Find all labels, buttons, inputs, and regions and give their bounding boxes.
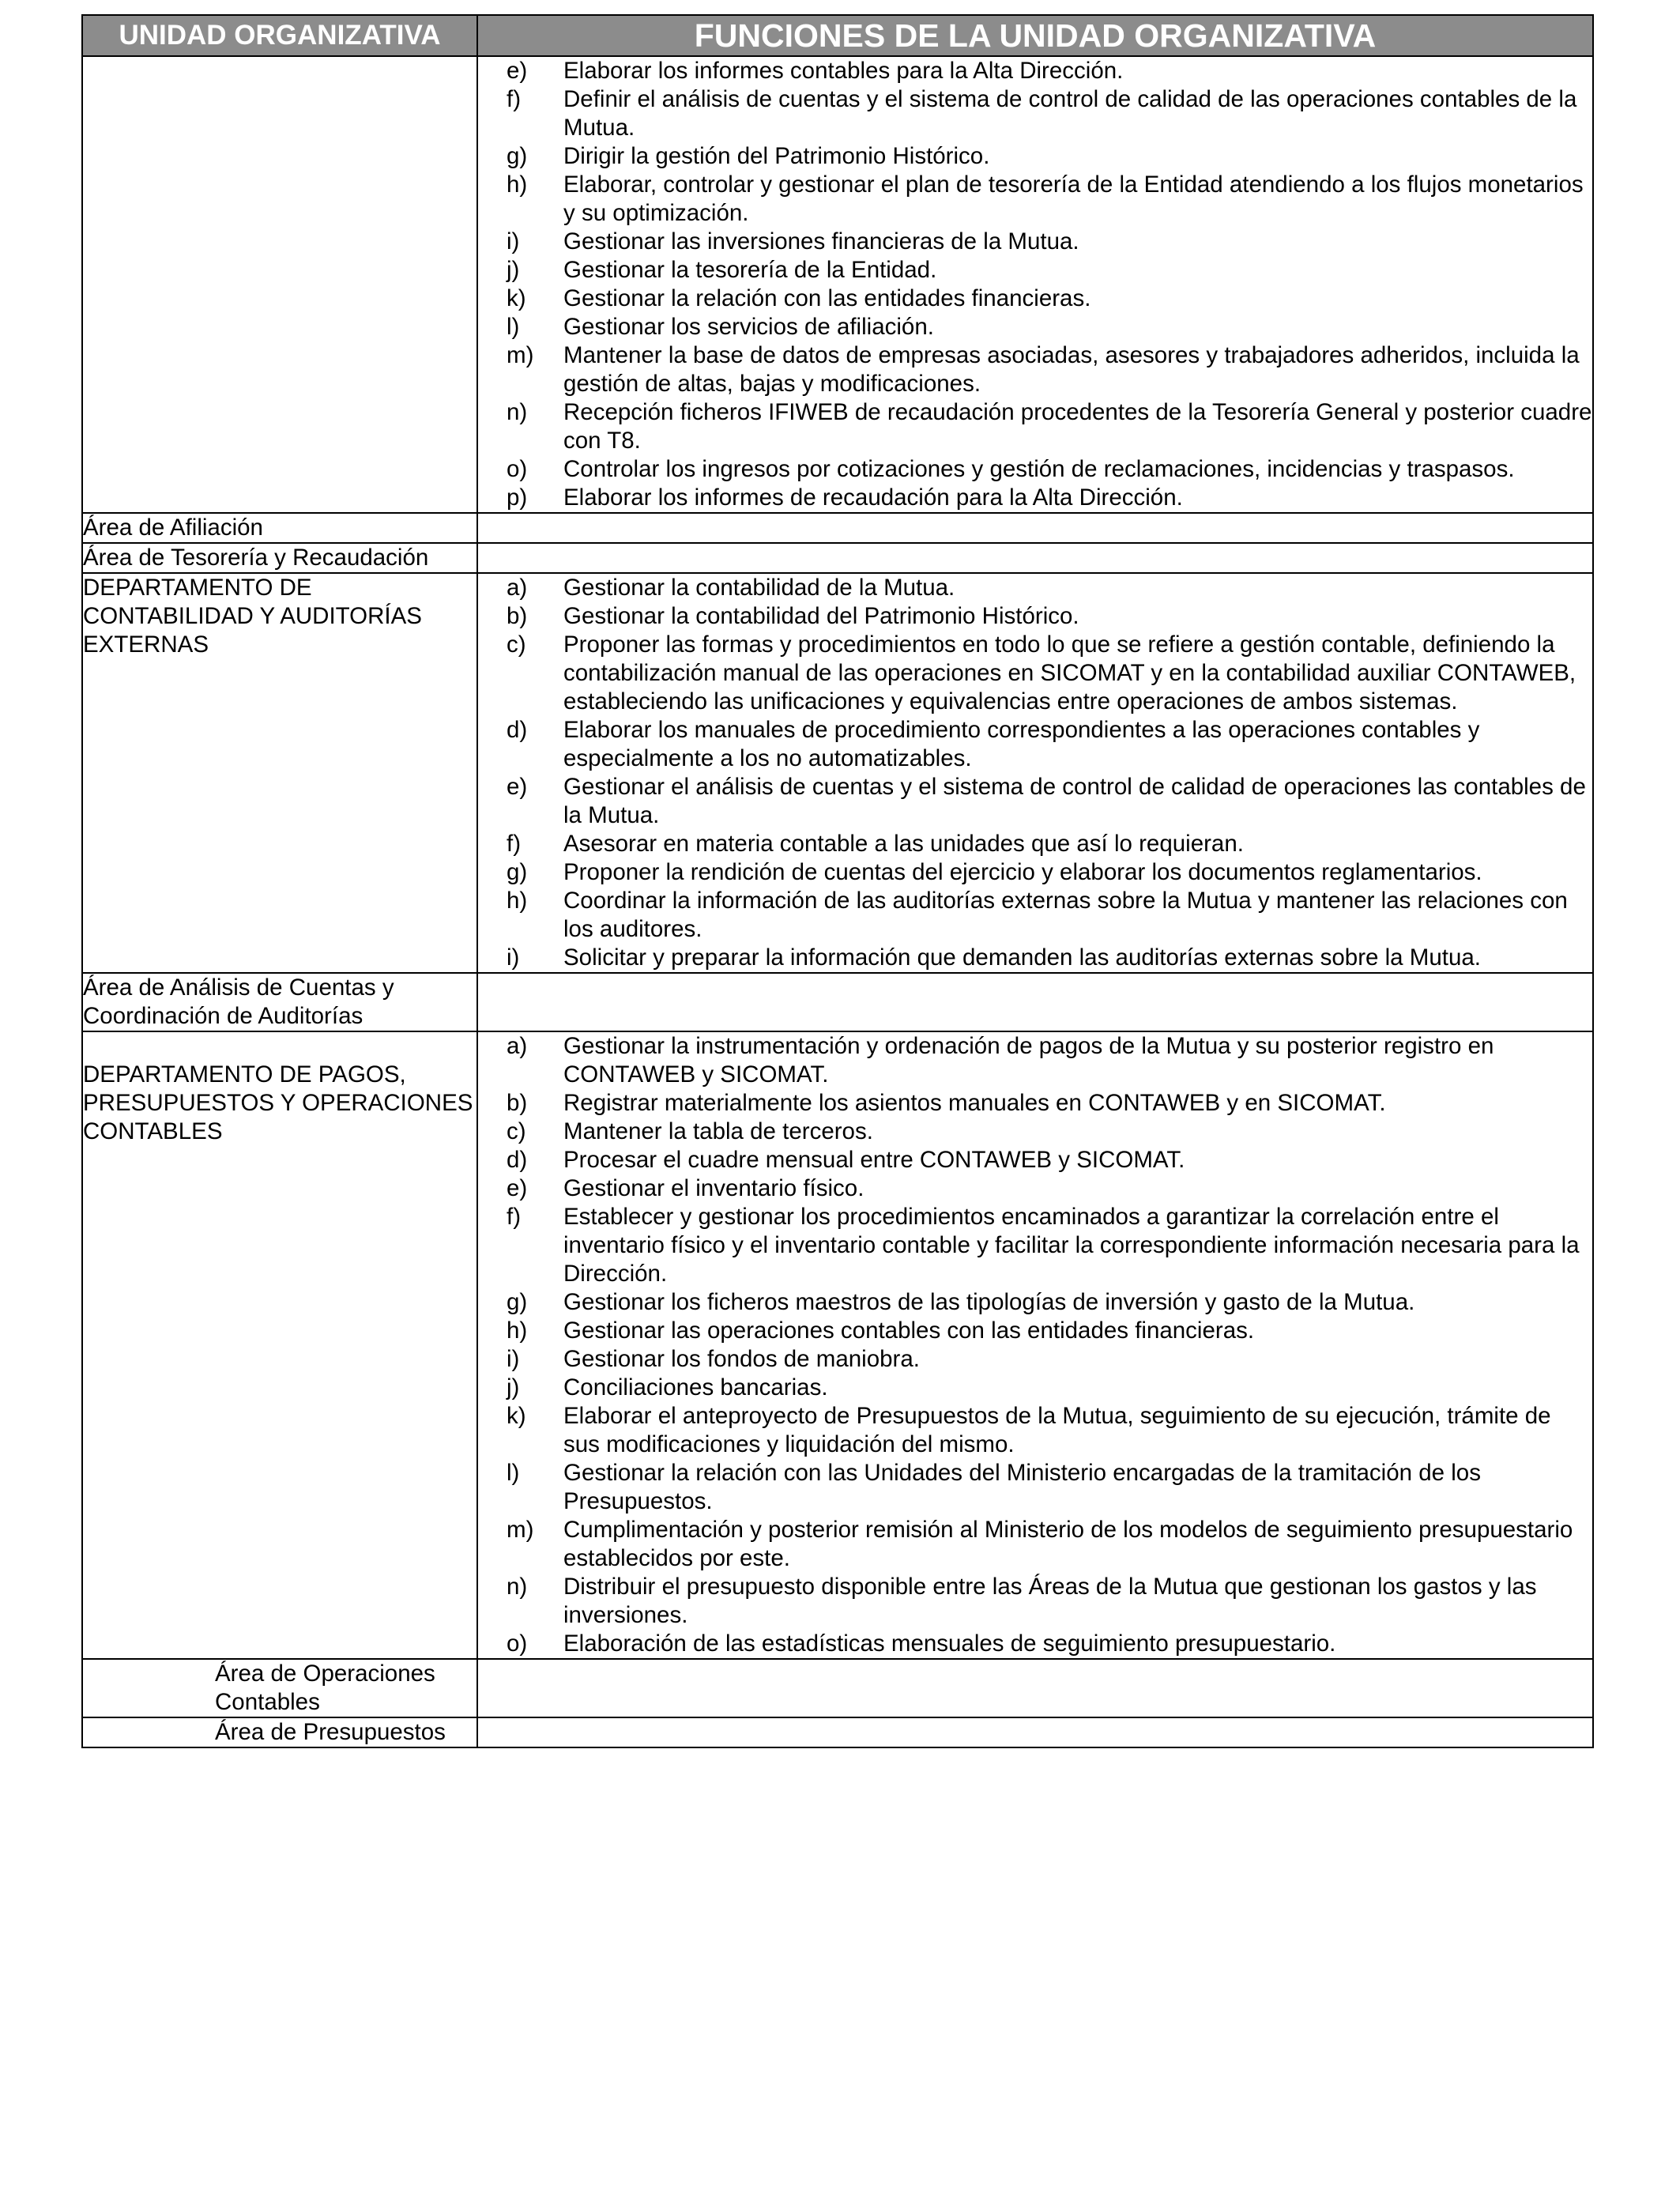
item-letter: h) [507, 888, 528, 914]
item-text: Gestionar la contabilidad del Patrimonio Histórico. [563, 603, 1079, 629]
item-text: Elaborar los informes de recaudación para la Alta Dirección. [563, 484, 1183, 511]
table-row [82, 543, 1593, 573]
list-item [478, 313, 1592, 341]
item-text: Gestionar el inventario físico. [563, 1175, 864, 1201]
list-item [478, 1146, 1592, 1174]
list-item [478, 1317, 1592, 1345]
item-text: Elaborar los manuales de procedimiento correspondientes a las operaciones contables y especialmente a los no automatizables. [563, 717, 1480, 771]
item-letter: a) [507, 575, 528, 601]
item-text: Gestionar la tesorería de la Entidad. [563, 257, 937, 283]
area-analisis-cuentas: Área de Análisis de Cuentas y Coordinación de Auditorías [82, 973, 477, 1031]
table-row [82, 573, 1593, 973]
item-text: Gestionar la contabilidad de la Mutua. [563, 575, 955, 601]
item-letter: i) [507, 228, 520, 254]
item-letter: e) [507, 58, 528, 84]
item-text: Gestionar el análisis de cuentas y el sistema de control de calidad de operaciones las contables de la Mutua. [563, 774, 1586, 828]
list-item [478, 858, 1592, 887]
item-text: Distribuir el presupuesto disponible entre las Áreas de la Mutua que gestionan los gastos y las inversiones. [563, 1574, 1537, 1628]
item-text: Dirigir la gestión del Patrimonio Histórico. [563, 143, 990, 169]
item-text: Procesar el cuadre mensual entre CONTAWEB y SICOMAT. [563, 1147, 1185, 1173]
item-text: Gestionar las inversiones financieras de la Mutua. [563, 228, 1079, 254]
item-text: Gestionar los fondos de maniobra. [563, 1346, 920, 1372]
functions-cell [477, 56, 1593, 513]
item-letter: j) [507, 257, 520, 283]
function-list [478, 1032, 1592, 1658]
list-item [478, 773, 1592, 830]
item-letter: g) [507, 859, 528, 885]
item-text: Elaborar el anteproyecto de Presupuestos de la Mutua, seguimiento de su ejecución, trámite de sus modificaciones y liquidación del mismo. [563, 1403, 1551, 1457]
item-letter: o) [507, 456, 528, 482]
item-letter: b) [507, 1090, 528, 1116]
table-row [82, 513, 1593, 543]
item-letter: i) [507, 944, 520, 971]
function-list [478, 57, 1592, 512]
item-text: Elaborar los informes contables para la Alta Dirección. [563, 58, 1124, 84]
list-item [478, 1516, 1592, 1573]
item-letter: m) [507, 342, 534, 368]
item-letter: d) [507, 717, 528, 743]
list-item [478, 1032, 1592, 1089]
table-row-continuation [82, 56, 1593, 513]
item-text: Gestionar la instrumentación y ordenación de pagos de la Mutua y su posterior registro en CONTAWEB y SICOMAT. [563, 1033, 1494, 1088]
list-item [478, 574, 1592, 602]
table-row [82, 1031, 1593, 1659]
list-item [478, 85, 1592, 142]
list-item [478, 1288, 1592, 1317]
header-funciones: FUNCIONES DE LA UNIDAD ORGANIZATIVA [477, 15, 1593, 56]
item-text: Coordinar la información de las auditorías externas sobre la Mutua y mantener las relaciones con los auditores. [563, 888, 1568, 942]
functions-cell-empty [477, 1659, 1593, 1717]
item-text: Asesorar en materia contable a las unidades que así lo requieran. [563, 831, 1244, 857]
functions-cell [477, 573, 1593, 973]
item-text: Elaboración de las estadísticas mensuales de seguimiento presupuestario. [563, 1630, 1336, 1657]
item-text: Proponer la rendición de cuentas del ejercicio y elaborar los documentos reglamentarios. [563, 859, 1482, 885]
list-item [478, 1203, 1592, 1288]
functions-cell-empty [477, 973, 1593, 1031]
item-text: Recepción ficheros IFIWEB de recaudación procedentes de la Tesorería General y posterior cuadre con T8. [563, 399, 1592, 454]
item-letter: p) [507, 484, 528, 511]
list-item [478, 716, 1592, 773]
item-text: Conciliaciones bancarias. [563, 1374, 828, 1400]
item-letter: h) [507, 172, 528, 198]
list-item [478, 142, 1592, 171]
functions-cell-empty [477, 513, 1593, 543]
list-item [478, 1089, 1592, 1118]
item-text: Controlar los ingresos por cotizaciones y gestión de reclamaciones, incidencias y traspasos. [563, 456, 1515, 482]
table-row [82, 1717, 1593, 1747]
list-item [478, 341, 1592, 398]
item-letter: o) [507, 1630, 528, 1657]
area-afiliacion: Área de Afiliación [82, 513, 477, 543]
item-letter: d) [507, 1147, 528, 1173]
item-text: Gestionar la relación con las entidades financieras. [563, 285, 1091, 311]
item-text: Definir el análisis de cuentas y el sistema de control de calidad de las operaciones contables de la Mutua. [563, 86, 1577, 141]
functions-cell [477, 1031, 1593, 1659]
area-tesoreria-recaudacion: Área de Tesorería y Recaudación [82, 543, 477, 573]
functions-cell-empty [477, 543, 1593, 573]
unit-cell-empty [82, 56, 477, 513]
item-letter: b) [507, 603, 528, 629]
organization-table [81, 14, 1594, 1748]
item-text: Registrar materialmente los asientos manuales en CONTAWEB y en SICOMAT. [563, 1090, 1386, 1116]
list-item [478, 455, 1592, 484]
item-letter: i) [507, 1346, 520, 1372]
item-letter: c) [507, 1118, 526, 1144]
table-row [82, 1659, 1593, 1717]
functions-cell-empty [477, 1717, 1593, 1747]
table-header-row [82, 15, 1593, 56]
list-item [478, 256, 1592, 285]
item-text: Gestionar las operaciones contables con las entidades financieras. [563, 1318, 1255, 1344]
dept-pagos-presupuestos: DEPARTAMENTO DE PAGOS, PRESUPUESTOS Y OPERACIONES CONTABLES [82, 1031, 477, 1659]
item-text: Gestionar los ficheros maestros de las tipologías de inversión y gasto de la Mutua. [563, 1289, 1415, 1315]
item-letter: l) [507, 314, 520, 340]
function-list [478, 574, 1592, 972]
item-letter: n) [507, 1574, 528, 1600]
list-item [478, 484, 1592, 512]
table-row [82, 973, 1593, 1031]
item-letter: h) [507, 1318, 528, 1344]
list-item [478, 1118, 1592, 1146]
area-operaciones-contables: Área de Operaciones Contables [82, 1659, 477, 1717]
item-letter: a) [507, 1033, 528, 1059]
list-item [478, 1402, 1592, 1459]
item-text: Proponer las formas y procedimientos en todo lo que se refiere a gestión contable, definiendo la contabilización manual de las operaciones en SICOMAT y en la contabilidad auxiliar CONTAWEB, estableciendo las unificaciones y equivalencias entre operaciones de ambos sistemas. [563, 631, 1576, 714]
list-item [478, 171, 1592, 228]
list-item [478, 830, 1592, 858]
list-item [478, 228, 1592, 256]
list-item [478, 944, 1592, 972]
list-item [478, 1573, 1592, 1630]
item-text: Mantener la base de datos de empresas asociadas, asesores y trabajadores adheridos, incluida la gestión de altas, bajas y modificaciones. [563, 342, 1580, 397]
list-item [478, 631, 1592, 716]
item-letter: j) [507, 1374, 520, 1400]
item-letter: f) [507, 86, 522, 112]
list-item [478, 398, 1592, 455]
list-item [478, 1630, 1592, 1658]
item-text: Elaborar, controlar y gestionar el plan de tesorería de la Entidad atendiendo a los flujos monetarios y su optimización. [563, 172, 1584, 226]
item-letter: f) [507, 831, 522, 857]
item-letter: e) [507, 1175, 528, 1201]
list-item [478, 602, 1592, 631]
item-text: Solicitar y preparar la información que demanden las auditorías externas sobre la Mutua. [563, 944, 1481, 971]
list-item [478, 1374, 1592, 1402]
item-text: Mantener la tabla de terceros. [563, 1118, 873, 1144]
item-text: Establecer y gestionar los procedimientos encaminados a garantizar la correlación entre el inventario físico y el inventario contable y facilitar la correspondiente información necesaria para la Dirección. [563, 1204, 1580, 1287]
header-unidad-organizativa: UNIDAD ORGANIZATIVA [82, 15, 477, 56]
dept-contabilidad: DEPARTAMENTO DE CONTABILIDAD Y AUDITORÍAS EXTERNAS [82, 573, 477, 973]
item-letter: k) [507, 285, 526, 311]
item-text: Gestionar la relación con las Unidades del Ministerio encargadas de la tramitación de los Presupuestos. [563, 1460, 1481, 1514]
item-letter: m) [507, 1517, 534, 1543]
item-text: Gestionar los servicios de afiliación. [563, 314, 934, 340]
list-item [478, 1345, 1592, 1374]
list-item [478, 887, 1592, 944]
list-item [478, 1174, 1592, 1203]
item-letter: g) [507, 143, 528, 169]
item-letter: e) [507, 774, 528, 800]
item-letter: l) [507, 1460, 520, 1486]
item-letter: g) [507, 1289, 528, 1315]
item-letter: c) [507, 631, 526, 658]
list-item [478, 285, 1592, 313]
item-text: Cumplimentación y posterior remisión al Ministerio de los modelos de seguimiento presupuestario establecidos por este. [563, 1517, 1573, 1571]
item-letter: n) [507, 399, 528, 425]
item-letter: k) [507, 1403, 526, 1429]
item-letter: f) [507, 1204, 522, 1230]
area-presupuestos: Área de Presupuestos [82, 1717, 477, 1747]
list-item [478, 1459, 1592, 1516]
list-item [478, 57, 1592, 85]
